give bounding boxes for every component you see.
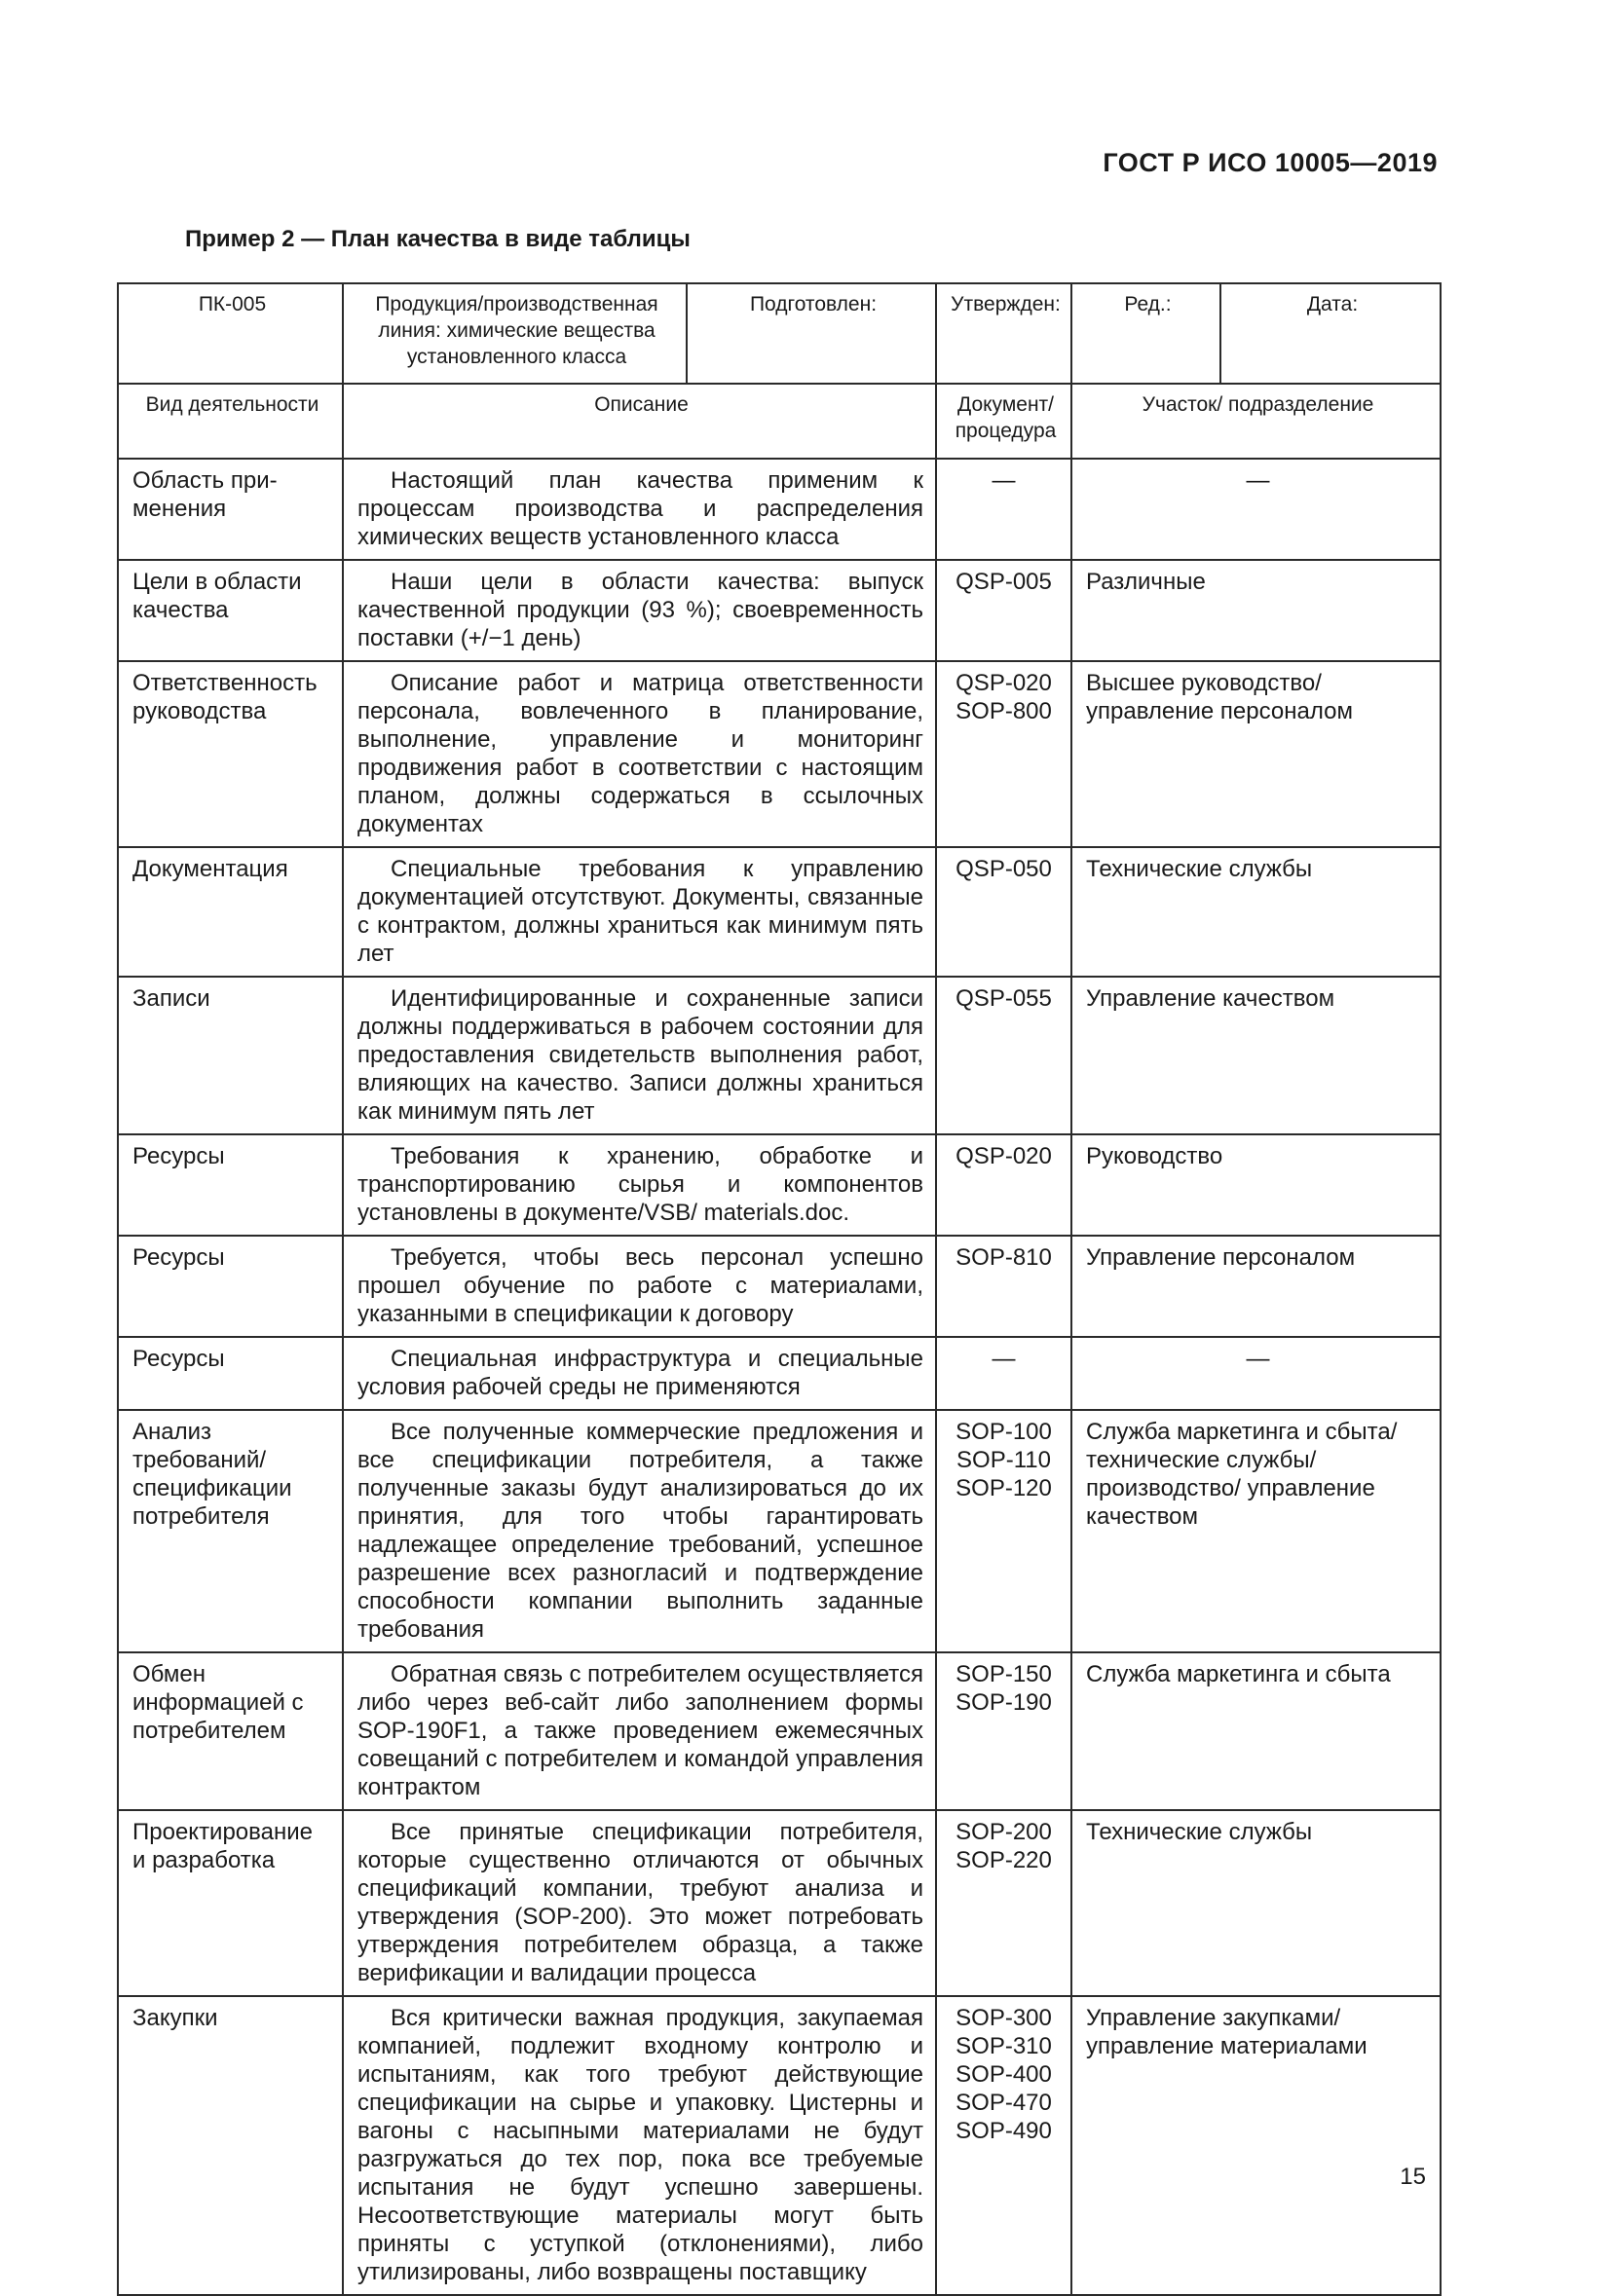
description-text: Обратная связь с потребителем осуществляется либо через веб-сайт либо заполнением формы SOP-190F1, а также проведением ежемесячных совещаний с потребителем и командой управления контрактом (357, 1661, 923, 1800)
description-cell (343, 1236, 936, 1337)
document-code: SOP-200 (955, 1819, 1052, 1845)
document-cell (936, 847, 1071, 977)
description-cell (343, 661, 936, 847)
plan-code: ПК-005 (118, 283, 343, 384)
document-code: SOP-310 (955, 2033, 1052, 2059)
approved-by-label: Утвержден: (936, 283, 1071, 384)
description-text: Специальная инфраструктура и специальные условия рабочей среды не применяются (357, 1346, 923, 1400)
document-code: SOP-800 (955, 698, 1052, 724)
document-cell (936, 977, 1071, 1134)
description-cell (343, 977, 936, 1134)
document-code: — (992, 1346, 1016, 1372)
column-header-activity: Вид деятельности (118, 384, 343, 459)
document-cell (936, 1810, 1071, 1996)
description-text: Специальные требования к управлению документацией отсутствуют. Документы, связанные с контрактом, должны храниться как минимум пять лет (357, 856, 923, 967)
document-code: QSP-005 (955, 569, 1052, 595)
table-row (118, 1996, 1441, 2295)
description-cell (343, 1652, 936, 1810)
table-row (118, 1134, 1441, 1236)
document-cell (936, 661, 1071, 847)
unit-cell: — (1071, 1337, 1441, 1410)
table-row (118, 977, 1441, 1134)
table-row (118, 1410, 1441, 1652)
description-text: Все полученные коммерческие предложения и все спецификации потребителя, а также полученные заказы будут анализироваться до их принятия, для того чтобы гарантировать надлежащее определение требований, успешное разрешение всех разногласий и подтверждение способности компании выполнить заданные требования (357, 1419, 923, 1643)
table-row (118, 1810, 1441, 1996)
document-code: — (992, 467, 1016, 494)
table-row (118, 1337, 1441, 1410)
document-cell (936, 459, 1071, 560)
document-code: SOP-220 (955, 1847, 1052, 1873)
description-text: Все принятые спецификации потребителя, которые существенно отличаются от обычных спецификаций компании, требуют анализа и утверждения (SOP-200). Это может потребовать утверждения потребителем образца, а также верификации и валидации процесса (357, 1819, 923, 1986)
document-code: SOP-110 (956, 1447, 1051, 1473)
unit-cell: Служба маркетинга и сбыта (1071, 1652, 1441, 1810)
unit-cell: Служба маркетинга и сбыта/технические службы/ производство/ управление качеством (1071, 1410, 1441, 1652)
table-row (118, 459, 1441, 560)
document-code: SOP-120 (955, 1475, 1052, 1501)
prepared-by-label: Подготовлен: (687, 283, 936, 384)
table-row (118, 1236, 1441, 1337)
document-code: SOP-100 (955, 1419, 1052, 1445)
unit-cell: Технические службы (1071, 847, 1441, 977)
activity-cell: Анализ требований/ спецификации потребителя (118, 1410, 343, 1652)
unit-cell: Различные (1071, 560, 1441, 661)
column-header-row (118, 384, 1441, 459)
description-cell (343, 1134, 936, 1236)
quality-plan-table (117, 282, 1442, 2296)
table-caption: Пример 2 — План качества в виде таблицы (185, 226, 691, 252)
description-text: Идентифицированные и сохраненные записи должны поддерживаться в рабочем состоянии для предоставления свидетельств выполнения работ, влияющих на качество. Записи должны храниться как минимум пять лет (357, 985, 923, 1125)
activity-cell: Проектирование и разработка (118, 1810, 343, 1996)
unit-cell: Управление закупками/ управление материалами (1071, 1996, 1441, 2295)
activity-cell: Записи (118, 977, 343, 1134)
page-number: 15 (1400, 2164, 1426, 2190)
description-cell (343, 1810, 936, 1996)
unit-cell: Высшее руководство/ управление персоналом (1071, 661, 1441, 847)
table-row (118, 560, 1441, 661)
activity-cell: Обмен информацией с потребителем (118, 1652, 343, 1810)
product-line: Продукция/производственная линия: химические вещества установленного класса (343, 283, 687, 384)
document-standard-number: ГОСТ Р ИСО 10005—2019 (1103, 148, 1438, 177)
document-cell (936, 1337, 1071, 1410)
activity-cell: Документация (118, 847, 343, 977)
description-cell (343, 459, 936, 560)
unit-cell: Управление качеством (1071, 977, 1441, 1134)
activity-cell: Ресурсы (118, 1236, 343, 1337)
document-cell (936, 560, 1071, 661)
column-header-unit: Участок/ подразделение (1071, 384, 1441, 459)
activity-cell: Ресурсы (118, 1134, 343, 1236)
document-code: SOP-150 (955, 1661, 1052, 1687)
activity-cell: Цели в области качества (118, 560, 343, 661)
document-cell (936, 1134, 1071, 1236)
description-text: Вся критически важная продукция, закупаемая компанией, подлежит входному контролю и испытаниям, как того требуют действующие спецификации на сырье и упаковку. Цистерны и вагоны с насыпными материалами не будут разгружаться до тех пор, пока все требуемые испытания не будут успешно завершены. Несоответствующие материалы могут быть приняты с уступкой (отклонениями), либо утилизированы, либо возвращены поставщику (357, 2005, 923, 2285)
document-code: SOP-190 (955, 1689, 1052, 1716)
column-header-document: Документ/ процедура (936, 384, 1071, 459)
unit-cell: — (1071, 459, 1441, 560)
table-row (118, 661, 1441, 847)
document-code: QSP-020 (955, 1143, 1052, 1169)
document-code: SOP-810 (955, 1244, 1052, 1271)
document-code: QSP-055 (955, 985, 1052, 1012)
date-label: Дата: (1220, 283, 1441, 384)
activity-cell: Ресурсы (118, 1337, 343, 1410)
description-text: Настоящий план качества применим к процессам производства и распределения химических веществ установленного класса (357, 467, 923, 550)
document-code: SOP-490 (955, 2118, 1052, 2144)
document-code: SOP-470 (955, 2090, 1052, 2116)
revision-label: Ред.: (1071, 283, 1220, 384)
activity-cell: Закупки (118, 1996, 343, 2295)
document-code: QSP-050 (955, 856, 1052, 882)
column-header-description: Описание (343, 384, 936, 459)
activity-cell: Ответственность руководства (118, 661, 343, 847)
document-cell (936, 1652, 1071, 1810)
unit-cell: Руководство (1071, 1134, 1441, 1236)
description-cell (343, 560, 936, 661)
document-code: SOP-300 (955, 2005, 1052, 2031)
description-text: Требуется, чтобы весь персонал успешно прошел обучение по работе с материалами, указанными в спецификации к договору (357, 1244, 923, 1327)
description-text: Описание работ и матрица ответственности персонала, вовлеченного в планирование, выполнение, управление и мониторинг продвижения работ в соответствии с настоящим планом, должны содержаться в ссылочных документах (357, 670, 923, 837)
description-cell (343, 847, 936, 977)
plan-identification-row (118, 283, 1441, 384)
document-code: SOP-400 (955, 2061, 1052, 2088)
document-code: QSP-020 (955, 670, 1052, 696)
table-row (118, 847, 1441, 977)
description-text: Требования к хранению, обработке и транспортированию сырья и компонентов установлены в документе/VSB/ materials.doc. (357, 1143, 923, 1226)
unit-cell: Управление персоналом (1071, 1236, 1441, 1337)
activity-cell: Область при-менения (118, 459, 343, 560)
description-cell (343, 1996, 936, 2295)
description-cell (343, 1337, 936, 1410)
unit-cell: Технические службы (1071, 1810, 1441, 1996)
document-cell (936, 1410, 1071, 1652)
table-row (118, 1652, 1441, 1810)
description-cell (343, 1410, 936, 1652)
document-cell (936, 1236, 1071, 1337)
description-text: Наши цели в области качества: выпуск качественной продукции (93 %); своевременность поставки (+/−1 день) (357, 569, 923, 651)
document-cell (936, 1996, 1071, 2295)
